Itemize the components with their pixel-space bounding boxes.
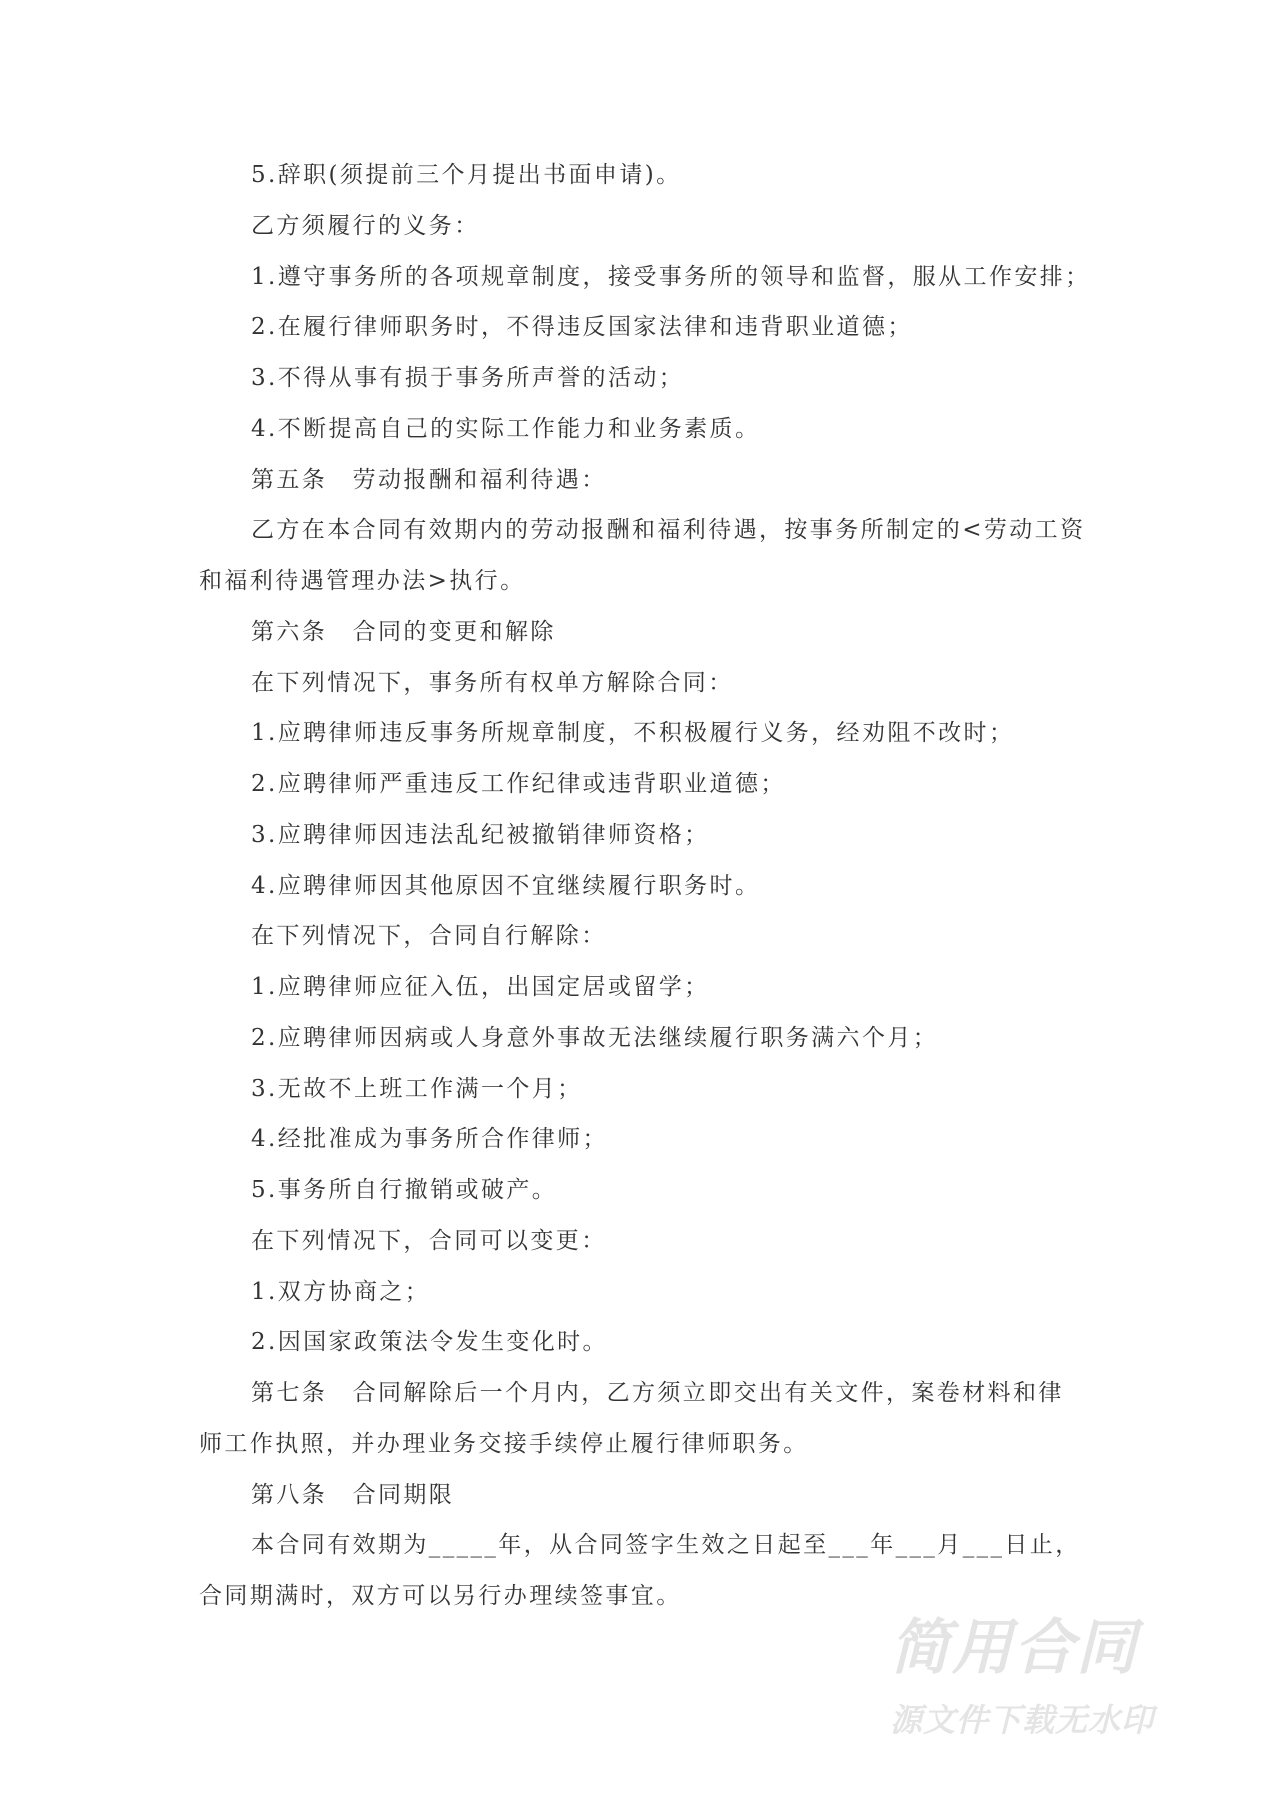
text-line: 在下列情况下，合同可以变更： (251, 1227, 607, 1254)
text-line: 2.应聘律师严重违反工作纪律或违背职业道德； (251, 771, 786, 797)
text-line: 第七条 合同解除后一个月内，乙方须立即交出有关文件，案卷材料和律 (251, 1380, 1064, 1406)
text-line: 4.经批准成为事务所合作律师； (251, 1126, 608, 1153)
text-line: 乙方在本合同有效期内的劳动报酬和福利待遇，按事务所制定的<劳动工资 (251, 517, 1086, 544)
text-line: 4.应聘律师因其他原因不宜继续履行职务时。 (251, 872, 761, 899)
text-line: 3.不得从事有损于事务所声誉的活动； (251, 365, 685, 391)
text-line: 和福利待遇管理办法>执行。 (199, 568, 526, 594)
text-line: 1.双方协商之； (251, 1278, 431, 1305)
text-line: 3.无故不上班工作满一个月； (251, 1075, 583, 1102)
watermark-title: 简用合同 (890, 1613, 1138, 1683)
text-line: 1.应聘律师应征入伍，出国定居或留学； (251, 974, 710, 1000)
text-line: 2.在履行律师职务时，不得违反国家法律和违背职业道德； (251, 314, 913, 341)
document-body (199, 150, 1099, 1622)
text-line: 合同期满时，双方可以另行办理续签事宜。 (199, 1583, 682, 1609)
text-line: 5.辞职(须提前三个月提出书面申请)。 (251, 162, 682, 188)
text-line: 在下列情况下，合同自行解除： (251, 923, 607, 950)
text-line: 师工作执照，并办理业务交接手续停止履行律师职务。 (199, 1430, 809, 1457)
text-line: 本合同有效期为_____年，从合同签字生效之日起至___年___月___日止， (251, 1532, 1081, 1559)
text-line: 第六条 合同的变更和解除 (251, 618, 556, 645)
text-line: 第五条 劳动报酬和福利待遇： (251, 466, 607, 493)
text-line: 乙方须履行的义务： (251, 212, 480, 239)
text-line: 3.应聘律师因违法乱纪被撤销律师资格； (251, 821, 710, 848)
text-line: 1.遵守事务所的各项规章制度，接受事务所的领导和监督，服从工作安排； (251, 263, 1091, 290)
text-line: 4.不断提高自己的实际工作能力和业务素质。 (251, 415, 761, 442)
text-line: 在下列情况下，事务所有权单方解除合同： (251, 669, 734, 696)
text-line: 2.应聘律师因病或人身意外事故无法继续履行职务满六个月； (251, 1024, 939, 1051)
text-line: 5.事务所自行撤销或破产。 (251, 1177, 558, 1203)
text-line: 第八条 合同期限 (251, 1481, 455, 1508)
watermark-subtitle: 源文件下载无水印 (890, 1701, 1155, 1739)
text-line: 2.因国家政策法令发生变化时。 (251, 1329, 608, 1356)
text-line: 1.应聘律师违反事务所规章制度，不积极履行义务，经劝阻不改时； (251, 720, 1015, 747)
